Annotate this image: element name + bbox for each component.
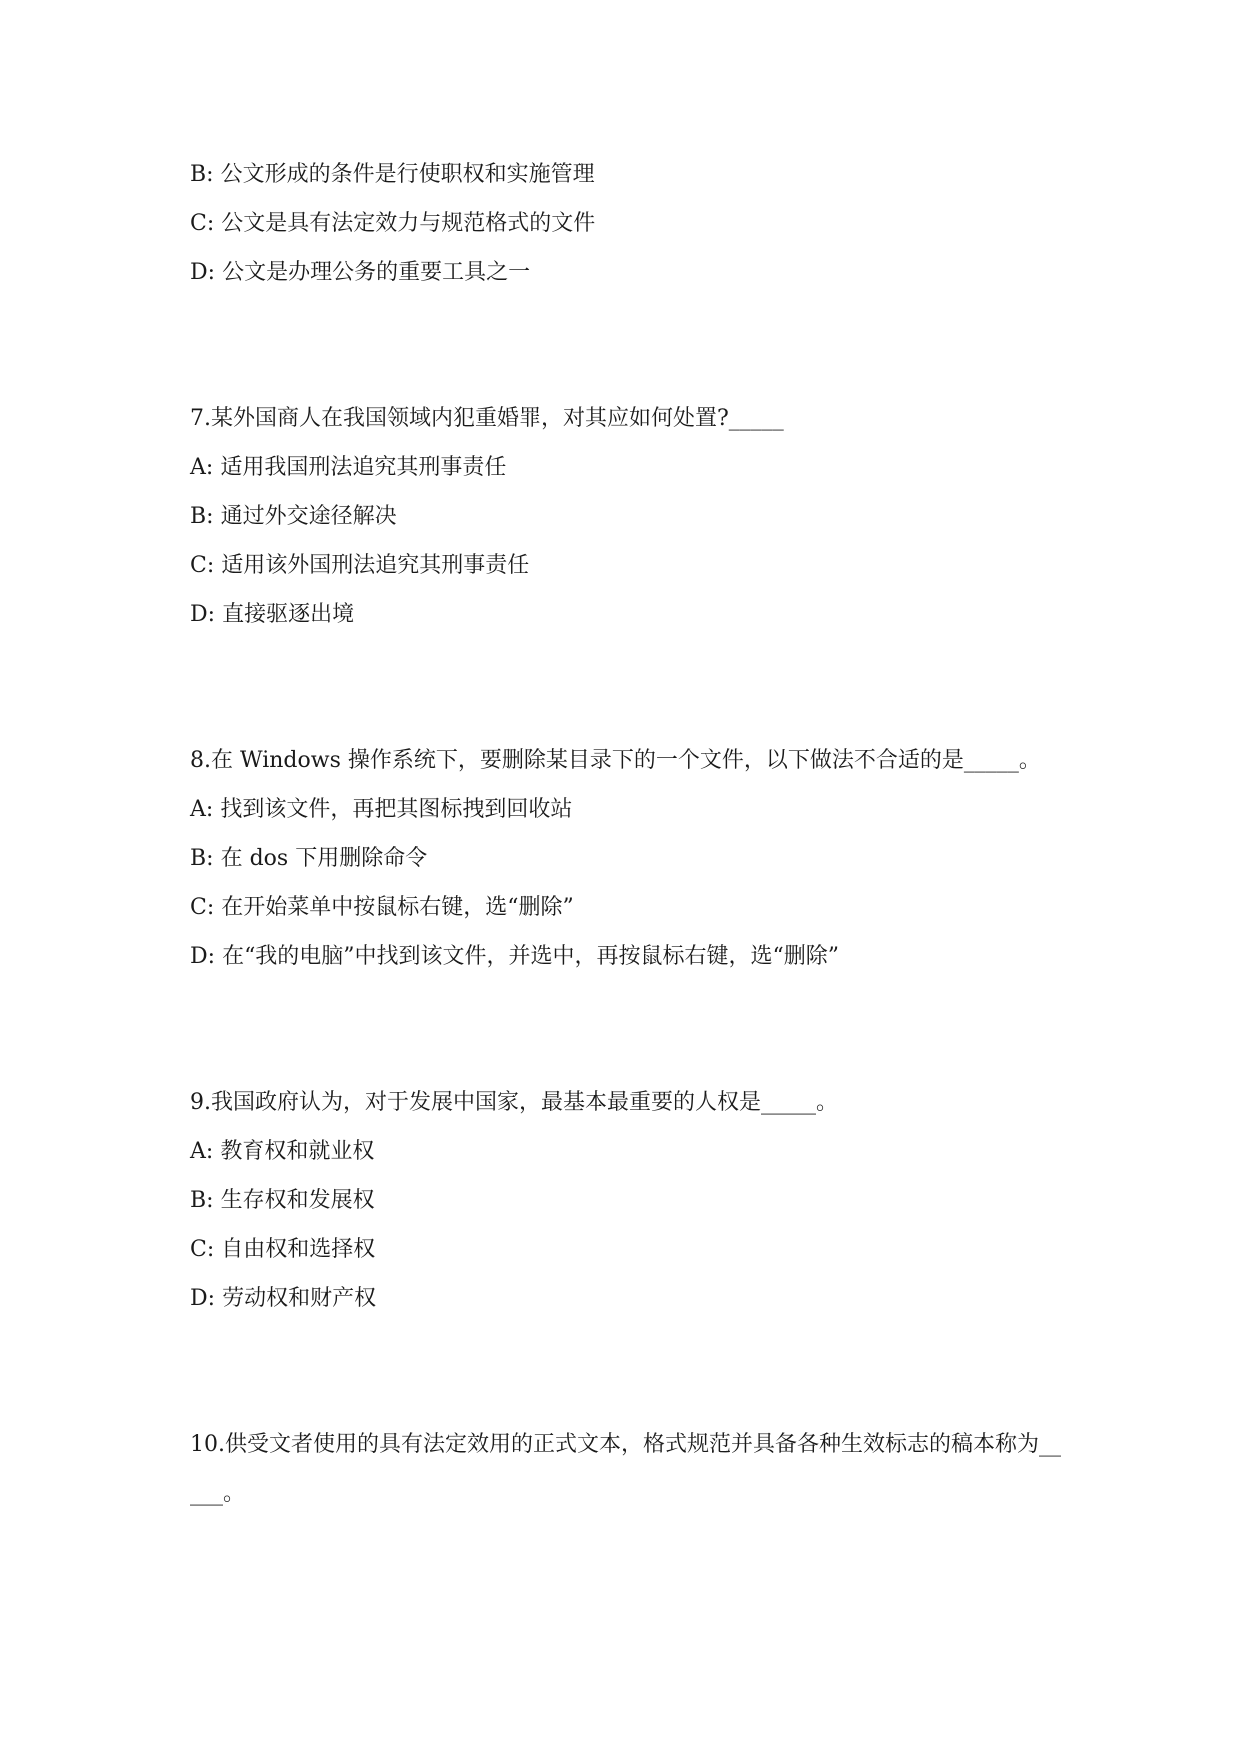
question-10 [190, 1420, 1070, 1518]
option-b: B: 生存权和发展权 [190, 1188, 375, 1213]
option-b: B: 公文形成的条件是行使职权和实施管理 [190, 162, 595, 187]
option-d: D: 劳动权和财产权 [190, 1286, 377, 1311]
option-d: D: 公文是办理公务的重要工具之一 [190, 260, 531, 285]
question-stem: 7.某外国商人在我国领域内犯重婚罪，对其应如何处置?_____ [190, 406, 784, 431]
option-a: A: 适用我国刑法追究其刑事责任 [190, 455, 507, 480]
question-9 [190, 1078, 1070, 1323]
prev-question-options [190, 150, 1070, 297]
question-8 [190, 736, 1070, 981]
option-c: C: 在开始菜单中按鼠标右键，选“删除” [190, 895, 574, 920]
option-b: B: 通过外交途径解决 [190, 504, 397, 529]
option-c: C: 自由权和选择权 [190, 1237, 376, 1262]
option-a: A: 教育权和就业权 [190, 1139, 375, 1164]
document-content [190, 150, 1070, 1518]
question-7 [190, 394, 1070, 639]
option-b: B: 在 dos 下用删除命令 [190, 846, 428, 871]
option-c: C: 适用该外国刑法追究其刑事责任 [190, 553, 530, 578]
option-d: D: 直接驱逐出境 [190, 602, 355, 627]
option-d: D: 在“我的电脑”中找到该文件，并选中，再按鼠标右键，选“删除” [190, 944, 840, 969]
option-a: A: 找到该文件，再把其图标拽到回收站 [190, 797, 573, 822]
question-stem: 10.供受文者使用的具有法定效用的正式文本，格式规范并具备各种生效标志的稿本称为_____。 [190, 1432, 1062, 1506]
question-stem: 8.在 Windows 操作系统下，要删除某目录下的一个文件，以下做法不合适的是_____。 [190, 748, 1041, 773]
option-c: C: 公文是具有法定效力与规范格式的文件 [190, 211, 596, 236]
question-stem: 9.我国政府认为，对于发展中国家，最基本最重要的人权是_____。 [190, 1090, 839, 1115]
